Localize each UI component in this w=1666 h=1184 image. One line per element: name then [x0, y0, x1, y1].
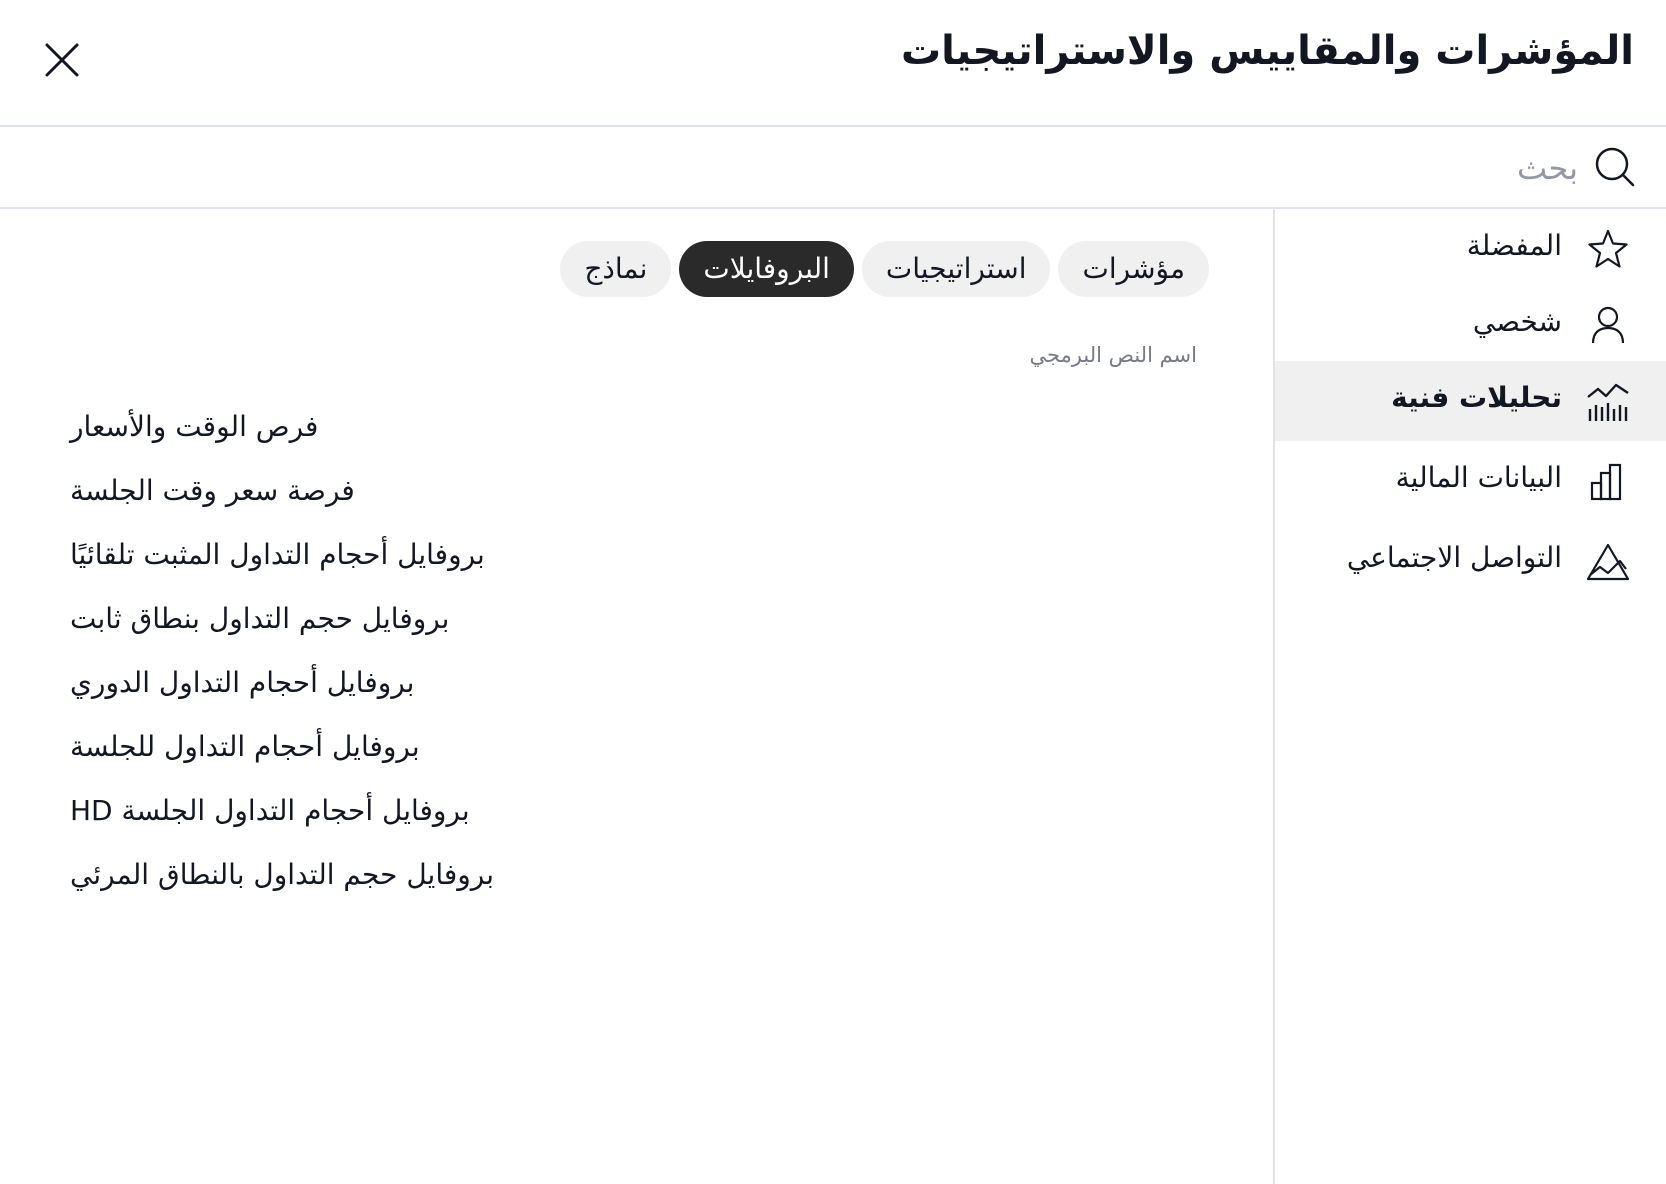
script-name-column-header: اسم النص البرمجي [1029, 343, 1197, 367]
tab-bar [560, 241, 1209, 297]
financials-bars-icon [1586, 459, 1630, 503]
close-button[interactable] [38, 36, 86, 84]
sidebar-item-label: المفضلة [1466, 229, 1562, 262]
tab-patterns[interactable]: نماذج [560, 241, 671, 297]
list-item[interactable]: فرص الوقت والأسعار [70, 410, 319, 443]
sidebar-item-label: تحليلات فنية [1391, 381, 1562, 414]
sidebar-item-financials[interactable] [1275, 441, 1666, 521]
search-icon [1592, 145, 1636, 189]
list-item[interactable]: بروفايل أحجام التداول المثبت تلقائيًا [70, 538, 485, 571]
sidebar-item-favorites[interactable] [1275, 209, 1666, 289]
sidebar-item-technicals[interactable] [1275, 361, 1666, 441]
main-panel [0, 209, 1273, 1184]
sidebar-item-label: شخصي [1472, 305, 1562, 338]
community-icon [1586, 539, 1630, 583]
star-icon [1586, 227, 1630, 271]
sidebar-item-label: البيانات المالية [1395, 461, 1562, 494]
category-sidebar [1273, 209, 1666, 1184]
sidebar-item-label: التواصل الاجتماعي [1346, 541, 1562, 574]
script-list [70, 395, 1070, 907]
dialog-title: المؤشرات والمقاييس والاستراتيجيات [900, 28, 1634, 74]
list-item[interactable]: بروفايل حجم التداول بنطاق ثابت [70, 602, 450, 635]
list-item[interactable]: بروفايل أحجام التداول الجلسة HD [70, 794, 470, 827]
tab-strategies[interactable]: استراتيجيات [862, 241, 1051, 297]
tab-profiles[interactable]: البروفايلات [679, 241, 854, 297]
close-icon [45, 43, 79, 77]
list-item[interactable]: بروفايل حجم التداول بالنطاق المرئي [70, 858, 495, 891]
search-bar [0, 127, 1666, 209]
tab-indicators[interactable]: مؤشرات [1058, 241, 1209, 297]
technicals-chart-icon [1586, 379, 1630, 423]
dialog-header [0, 0, 1666, 127]
list-item[interactable]: بروفايل أحجام التداول للجلسة [70, 730, 420, 763]
list-item[interactable]: فرصة سعر وقت الجلسة [70, 474, 355, 507]
search-input[interactable] [76, 137, 1580, 199]
sidebar-item-personal[interactable] [1275, 285, 1666, 365]
list-item[interactable]: بروفايل أحجام التداول الدوري [70, 666, 415, 699]
user-icon [1586, 303, 1630, 347]
sidebar-item-community[interactable] [1275, 521, 1666, 601]
